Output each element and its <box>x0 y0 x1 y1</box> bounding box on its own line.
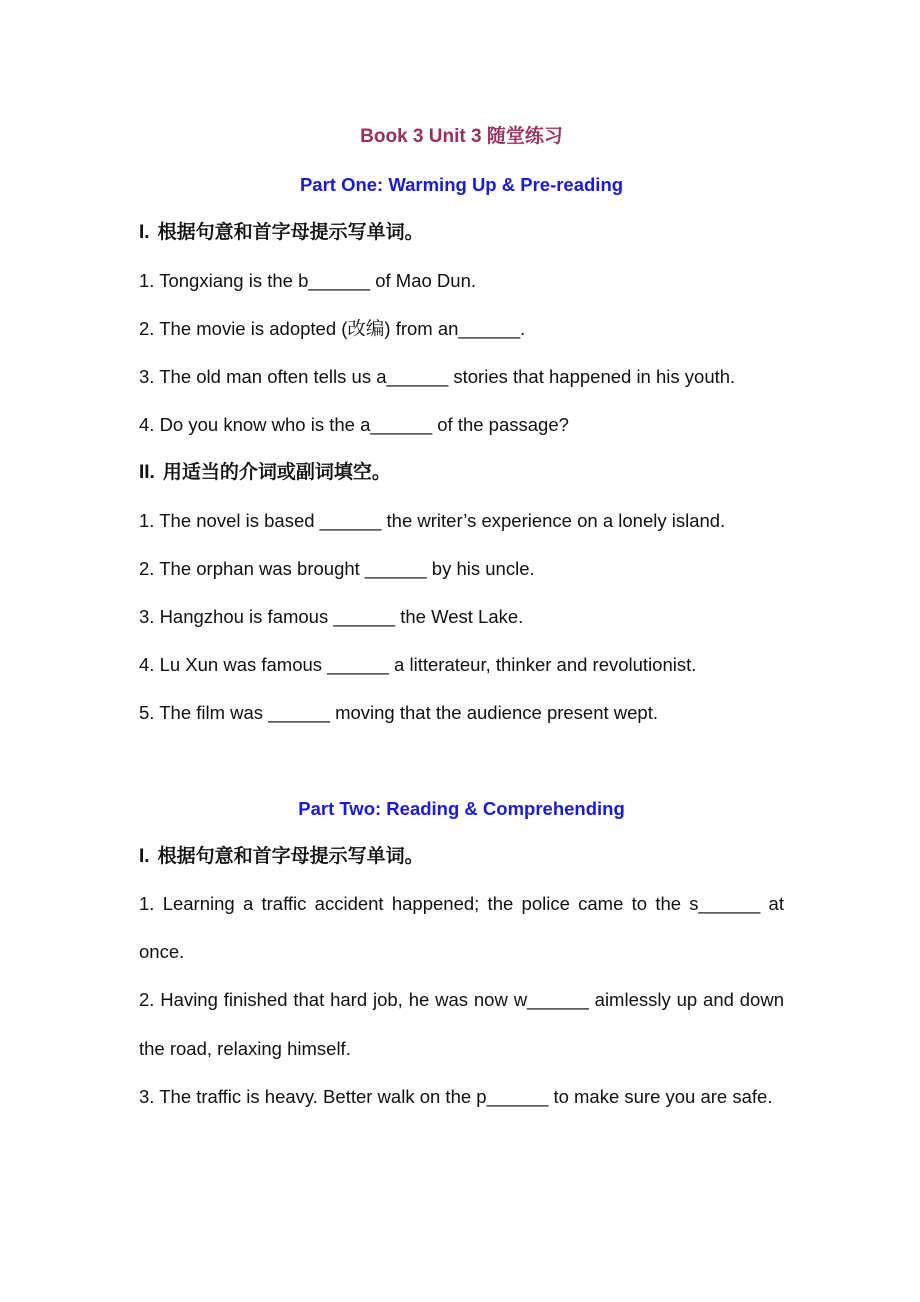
exercise-item: 5. The film was ______ moving that the audience present wept. <box>139 702 659 723</box>
exercise-item: 3. Hangzhou is famous ______ the West Lake. <box>139 606 524 627</box>
section-instruction: 根据句意和首字母提示写单词。 <box>157 222 424 243</box>
exercise-item: 1. Learning a traffic accident happened; the police came to the s______ at once. <box>139 893 784 963</box>
part-two-items <box>139 880 784 1121</box>
exercise-item: 1. Tongxiang is the b______ of Mao Dun. <box>139 270 477 291</box>
part-one-section-one-heading <box>139 214 784 251</box>
section-instruction: 根据句意和首字母提示写单词。 <box>157 846 424 867</box>
section-instruction: 用适当的介词或副词填空。 <box>162 462 391 483</box>
exercise-item: 1. The novel is based ______ the writer’s experience on a lonely island. <box>139 510 726 531</box>
part-one-section-two-heading <box>139 454 784 491</box>
exercise-item: 4. Lu Xun was famous ______ a litterateur, thinker and revolutionist. <box>139 654 697 675</box>
exercise-item: 2. Having finished that hard job, he was now w______ aimlessly up and down the road, relaxing himself. <box>139 989 784 1059</box>
exercise-item: 2. The movie is adopted (改编) from an______. <box>139 318 526 339</box>
exercise-item: 2. The orphan was brought ______ by his uncle. <box>139 558 535 579</box>
exercise-item: 3. The old man often tells us a______ stories that happened in his youth. <box>139 366 736 387</box>
part-one-title: Part One: Warming Up & Pre-reading <box>299 174 624 195</box>
section-numeral: I. <box>139 222 150 243</box>
worksheet-page <box>139 118 784 1121</box>
part-two-section-one-heading <box>139 838 784 875</box>
part-two-title: Part Two: Reading & Comprehending <box>298 798 625 819</box>
exercise-item: 4. Do you know who is the a______ of the passage? <box>139 414 569 435</box>
document-title: Book 3 Unit 3 随堂练习 <box>360 126 563 147</box>
section-numeral: II. <box>139 462 155 483</box>
section-numeral: I. <box>139 846 150 867</box>
exercise-item: 3. The traffic is heavy. Better walk on the p______ to make sure you are safe. <box>139 1085 773 1107</box>
section-spacer <box>139 742 784 790</box>
